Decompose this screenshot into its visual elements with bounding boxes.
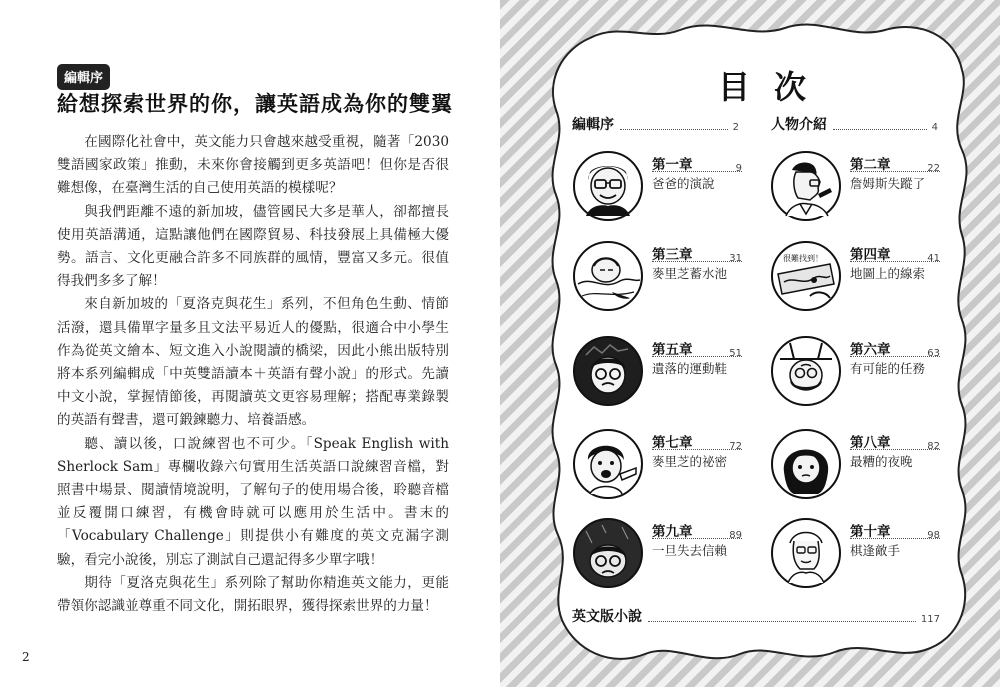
toc-entry-label: 編輯序 bbox=[572, 117, 614, 133]
preface-paragraph: 與我們距離不遠的新加坡，儘管國民大多是華人，卻都擅長使用英語溝通，這點讓他們在國際貿易、科技發展上具備極大優勢。語言、文化更融合許多不同族群的風情，豐富又多元。很值得我們多多了解！ bbox=[57, 203, 449, 290]
dad-glasses-icon bbox=[572, 150, 644, 222]
preface-paragraph: 聽、讀以後，口說練習也不可少。「Speak English with Sherlock Sam」專欄收錄六句實用生活英語口說練習音檔，對照書中場景、閱讀情境說明，了解句子的使用場合後，聆聽音檔並反覆開口練習，有機會時就可以應用於生活中。書末的「Vocabulary Challenge」則提供小有難度的英文克漏字測驗，看完小說後，別忘了測試自己還記得多少單字哦！ bbox=[57, 435, 449, 568]
toc-entry-page: 117 bbox=[920, 614, 940, 625]
chapter-subtitle: 有可能的任務 bbox=[850, 361, 926, 376]
preface-paragraph: 來自新加坡的「夏洛克與花生」系列，不但角色生動、情節活潑，還具備單字量多且文法平易近人的優點，很適合中小學生作為從英文繪本、短文進入小說閱讀的橋梁，因此小熊出版特別將本系列編輯成「中英雙語讀本＋英語有聲小說」的形式。先讀中文小說，掌握情節後，再閱讀英文更容易理解；搭配專業錄製的英語有聲書，還可鍛鍊聽力、培養語感。 bbox=[57, 296, 449, 429]
map-clue-icon bbox=[770, 240, 842, 312]
chapter-title: 第四章 bbox=[850, 247, 891, 263]
chapter-subtitle: 麥里芝的祕密 bbox=[652, 454, 728, 469]
chapter-page: 9 bbox=[735, 163, 742, 174]
boy-glasses-icon bbox=[572, 335, 644, 407]
old-man-icon bbox=[770, 517, 842, 589]
chapter-title: 第六章 bbox=[850, 342, 891, 358]
chapter-page: 98 bbox=[927, 530, 940, 541]
toc-entry-label: 人物介紹 bbox=[771, 117, 827, 133]
chapter-subtitle: 爸爸的演說 bbox=[652, 176, 715, 191]
chapter-page: 89 bbox=[729, 530, 742, 541]
james-profile-icon bbox=[770, 150, 842, 222]
chapter-title: 第九章 bbox=[652, 524, 693, 540]
chapter-page: 72 bbox=[729, 441, 742, 452]
toc-entry-page: 4 bbox=[931, 122, 938, 133]
dot-leader bbox=[648, 621, 916, 622]
chapter-title: 第五章 bbox=[652, 342, 693, 358]
toc-chapter-5[interactable] bbox=[572, 335, 742, 415]
chapter-page: 63 bbox=[927, 348, 940, 359]
chapter-title: 第一章 bbox=[652, 157, 693, 173]
toc-chapter-3[interactable] bbox=[572, 240, 742, 320]
chapter-title: 第十章 bbox=[850, 524, 891, 540]
toc-chapter-9[interactable] bbox=[572, 517, 742, 597]
reservoir-icon bbox=[572, 240, 644, 312]
chapter-subtitle: 棋逢敵手 bbox=[850, 543, 901, 558]
girl-icon bbox=[770, 428, 842, 500]
preface-body bbox=[57, 131, 449, 618]
rain-boy-icon bbox=[572, 517, 644, 589]
toc-chapter-6[interactable] bbox=[770, 335, 940, 415]
shouting-kid-icon bbox=[572, 428, 644, 500]
chapter-subtitle: 麥里芝蓄水池 bbox=[652, 266, 728, 281]
chapter-title: 第七章 bbox=[652, 435, 693, 451]
chapter-page: 51 bbox=[729, 348, 742, 359]
chapter-subtitle: 一旦失去信賴 bbox=[652, 543, 728, 558]
preface-paragraph: 在國際化社會中，英文能力只會越來越受重視，隨著「2030雙語國家政策」推動，未來你會接觸到更多英語吧！但你是否很難想像，在臺灣生活的自己使用英語的模樣呢？ bbox=[57, 134, 449, 197]
chapter-page: 31 bbox=[729, 253, 742, 264]
toc-page bbox=[500, 0, 1000, 687]
preface-paragraph: 期待「夏洛克與花生」系列除了幫助你精進英文能力，更能帶領你認識並尊重不同文化，開拓眼界，獲得探索世界的力量！ bbox=[57, 574, 449, 615]
toc-entry-preface[interactable] bbox=[572, 114, 739, 134]
toc-chapter-7[interactable] bbox=[572, 428, 742, 508]
preface-tag: 編輯序 bbox=[57, 64, 110, 90]
toc-chapter-1[interactable] bbox=[572, 150, 742, 230]
toc-entry-label: 英文版小說 bbox=[572, 609, 642, 625]
chapter-page: 82 bbox=[927, 441, 940, 452]
dot-leader bbox=[652, 171, 742, 172]
toc-entry-page: 2 bbox=[732, 122, 739, 133]
map-note: 很難找到！ bbox=[783, 254, 823, 263]
toc-chapter-8[interactable] bbox=[770, 428, 940, 508]
upside-down-boy-icon bbox=[770, 335, 842, 407]
chapter-subtitle: 詹姆斯失蹤了 bbox=[850, 176, 926, 191]
chapter-subtitle: 最糟的夜晚 bbox=[850, 454, 913, 469]
toc-entry-english-novel[interactable] bbox=[572, 606, 940, 626]
chapter-subtitle: 遺落的運動鞋 bbox=[652, 361, 728, 376]
preface-headline: 給想探索世界的你，讓英語成為你的雙翼 bbox=[57, 91, 453, 116]
toc-chapter-2[interactable] bbox=[770, 150, 940, 230]
toc-chapter-4[interactable] bbox=[770, 240, 940, 320]
toc-chapter-10[interactable] bbox=[770, 517, 940, 597]
toc-entry-characters[interactable] bbox=[771, 114, 938, 134]
toc-title: 目次 bbox=[718, 68, 831, 106]
page-number: 2 bbox=[22, 650, 30, 664]
chapter-page: 22 bbox=[927, 163, 940, 174]
dot-leader bbox=[833, 129, 927, 130]
dot-leader bbox=[620, 129, 728, 130]
chapter-title: 第三章 bbox=[652, 247, 693, 263]
chapter-page: 41 bbox=[927, 253, 940, 264]
chapter-title: 第八章 bbox=[850, 435, 891, 451]
chapter-subtitle: 地圖上的線索 bbox=[850, 266, 926, 281]
chapter-title: 第二章 bbox=[850, 157, 891, 173]
